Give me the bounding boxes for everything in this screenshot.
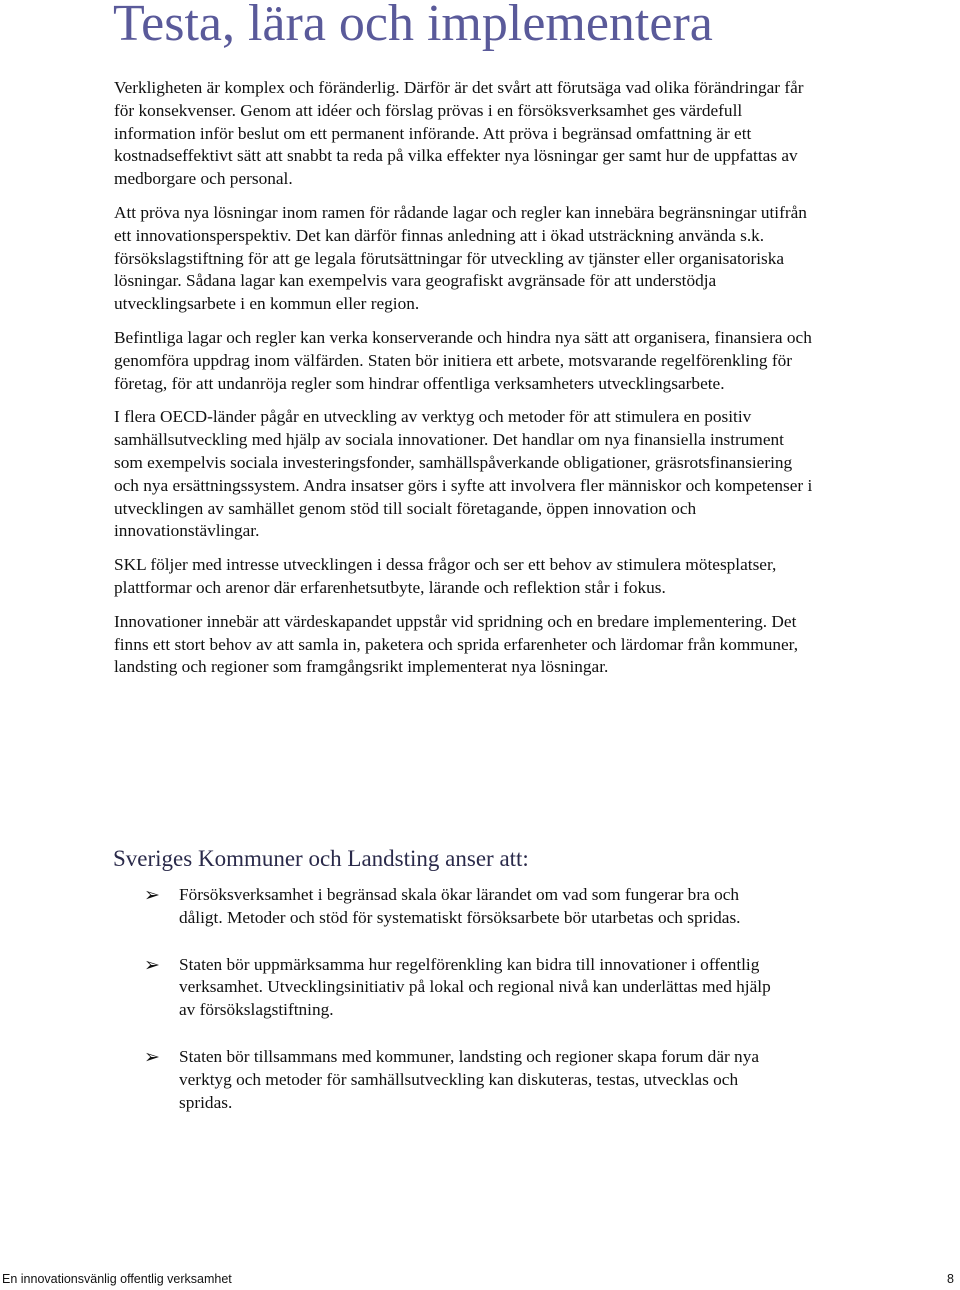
list-item-text: Försöksverksamhet i begränsad skala ökar lärandet om vad som fungerar bra och dåligt. Metoder och stöd för systematiskt försöksarbete bör utarbetas och spridas. xyxy=(179,885,741,927)
arrow-bullet-icon: ➢ xyxy=(144,953,160,976)
paragraph: SKL följer med intresse utvecklingen i dessa frågor och ser ett behov av stimulera mötesplatser, plattformar och arenor där erfarenhetsutbyte, lärande och reflektion står i fokus. xyxy=(114,555,777,597)
section-heading: Sveriges Kommuner och Landsting anser att: xyxy=(113,846,529,871)
arrow-bullet-icon: ➢ xyxy=(144,884,160,906)
footer-page-number: 8 xyxy=(947,1272,954,1286)
list-item-text: Staten bör tillsammans med kommuner, landsting och regioner skapa forum där nya verktyg och metoder för samhällsutveckling kan diskuteras, testas, utvecklas och spridas. xyxy=(179,1046,760,1112)
body-text xyxy=(114,77,814,690)
page-title: Testa, lära och implementera xyxy=(113,0,713,52)
paragraph: Att pröva nya lösningar inom ramen för rådande lagar och regler kan innebära begränsningar utifrån ett innovationsperspektiv. Det kan därför finnas anledning att i ökad utsträckning använda s.k. försökslagstiftning för att ge legala förutsättningar för utveckling av tjänster eller organisatoriska lösningar. Sådana lagar kan exempelvis vara geografiskt avgränsade för att understödja utvecklingsarbete i en kommun eller region. xyxy=(114,202,807,314)
paragraph: Befintliga lagar och regler kan verka konserverande och hindra nya sätt att organisera, finansiera och genomföra uppdrag inom välfärden. Staten bör initiera ett arbete, motsvarande regelförenkling för företag, för att undanröja regler som hindrar offentliga verksamheters utvecklingsarbete. xyxy=(114,327,812,393)
footer-document-title: En innovationsvänlig offentlig verksamhet xyxy=(2,1272,232,1286)
paragraph: Innovationer innebär att värdeskapandet uppstår vid spridning och en bredare implementering. Det finns ett stort behov av att samla in, paketera och sprida erfarenheter och lärdomar från kommuner, landsting och regioner som framgångsrikt implementerat nya lösningar. xyxy=(114,611,799,677)
paragraph: I flera OECD-länder pågår en utveckling av verktyg och metoder för att stimulera en positiv samhällsutveckling med hjälp av sociala innovationer. Det handlar om nya finansiella instrument som exempelvis sociala investeringsfonder, samhällspåverkande obligationer, gräsrotsfinansiering och nya ersättningssystem. Andra insatser görs i syfte att involvera fler människor och kompetenser i utvecklingen av samhället genom stöd till socialt företagande, öppen innovation och innovationstävlingar. xyxy=(114,407,813,541)
paragraph: Verkligheten är komplex och föränderlig. Därför är det svårt att förutsäga vad olika förändringar får för konsekvenser. Genom att idéer och förslag prövas i en försöksverksamhet ges värdefull information inför beslut om ett permanent införande. Att pröva i begränsad omfattning är ett kostnadseffektivt sätt att snabbt ta reda på vilka effekter nya lösningar ger samt hur de uppfattas av medborgare och personal. xyxy=(114,78,804,189)
list-item xyxy=(114,954,774,1022)
list-item xyxy=(114,1046,774,1114)
list-item xyxy=(114,884,774,930)
list-item-text: Staten bör uppmärksamma hur regelförenkling kan bidra till innovationer i offentlig verksamhet. Utvecklingsinitiativ på lokal och regional nivå kan underlättas med hjälp av försökslagstiftning. xyxy=(179,954,771,1020)
arrow-bullet-icon: ➢ xyxy=(144,1045,160,1068)
recommendation-list xyxy=(114,884,774,1138)
